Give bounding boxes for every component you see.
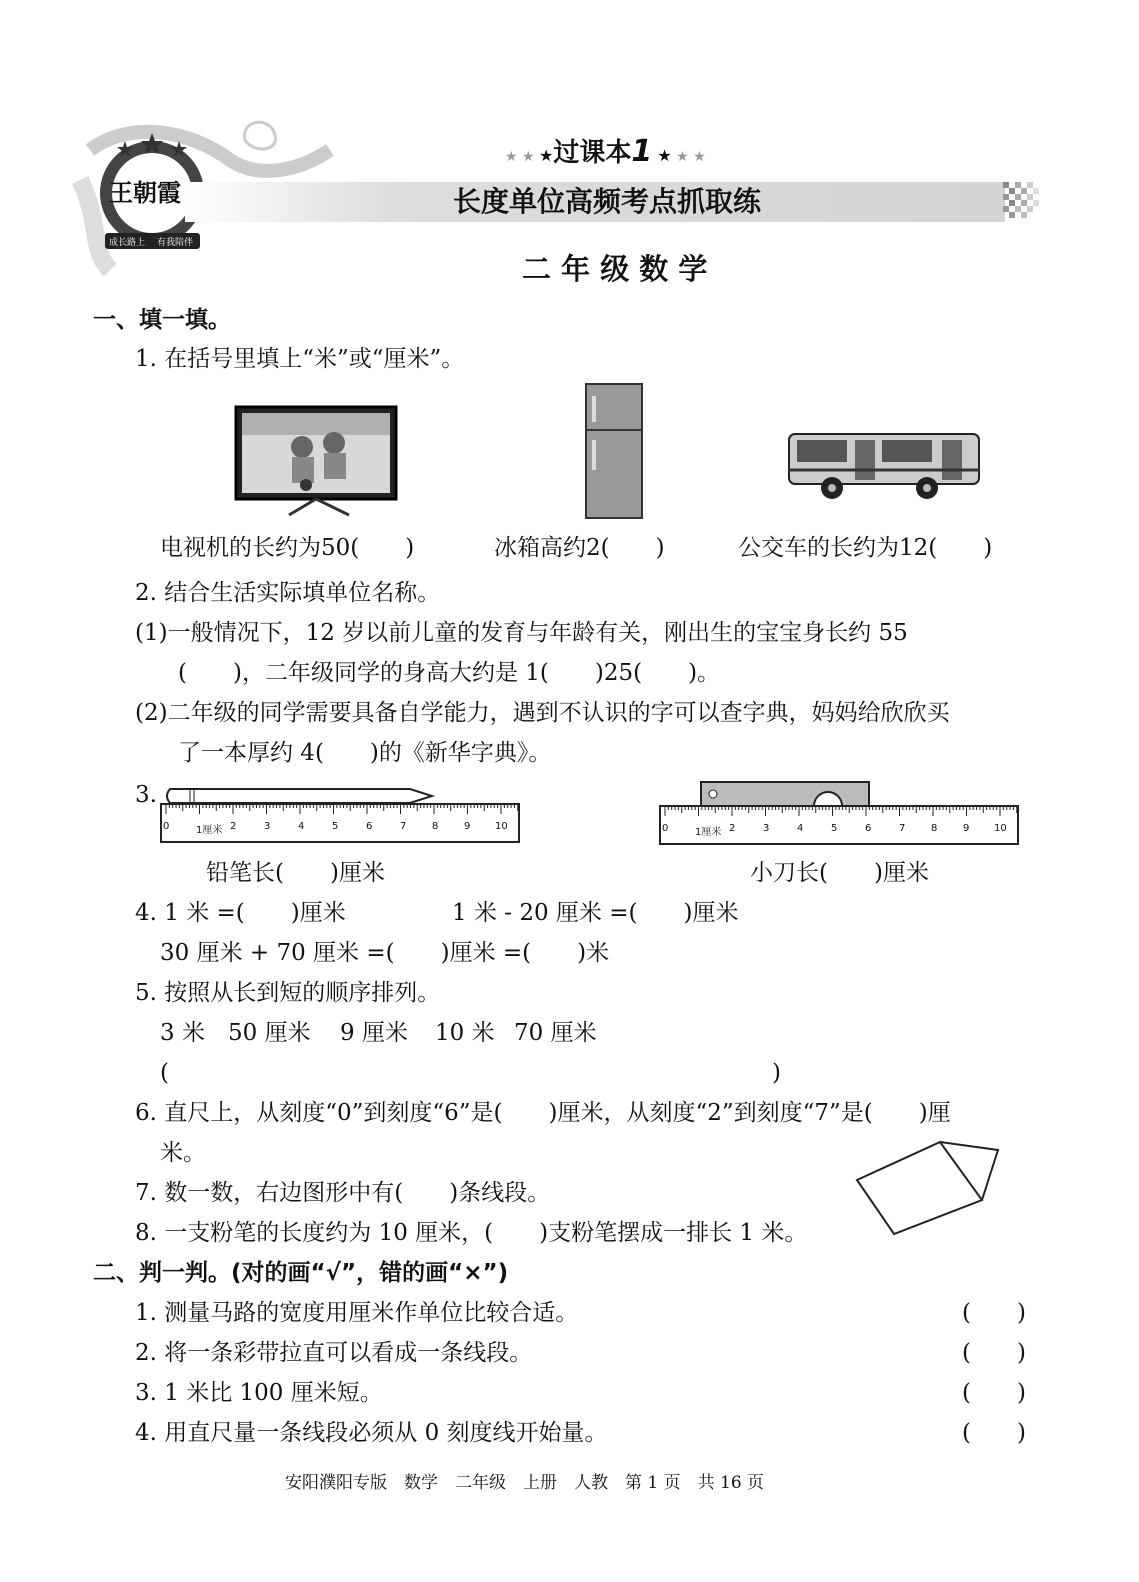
bus-image xyxy=(787,430,992,500)
series-title xyxy=(505,132,706,169)
q1-fridge-text: 冰箱高约2( ) xyxy=(494,535,665,561)
q5-item: 50 厘米 xyxy=(228,1020,311,1046)
logo-slogan-right: 有我陪伴 xyxy=(157,238,194,248)
q1-bus-text: 公交车的长约为12( ) xyxy=(738,535,993,561)
q4-line2: 30 厘米 + 70 厘米 =( )厘米 =( )米 xyxy=(160,940,610,966)
ruler-left-tick-9: 9 xyxy=(464,821,471,832)
judge-answer-blank[interactable]: ( ) xyxy=(962,1300,1026,1326)
q5-item: 10 米 xyxy=(435,1020,495,1046)
fridge-image xyxy=(584,382,646,520)
q2-p1-line1: (1)一般情况下，12 岁以前儿童的发育与年龄有关，刚出生的宝宝身长约 55 xyxy=(135,620,908,646)
q3-knife-label: 小刀长( )厘米 xyxy=(750,860,929,886)
section1-heading: 一、填一填。 xyxy=(93,307,231,333)
ruler-left-tick-3: 3 xyxy=(264,821,271,832)
judge-item: 3. 1 米比 100 厘米短。 xyxy=(135,1380,383,1406)
ruler-left-unit: 1厘米 xyxy=(196,825,223,836)
ruler-left-tick-4: 4 xyxy=(298,821,305,832)
ruler-left-tick-6: 6 xyxy=(366,821,373,832)
judge-answer-blank[interactable]: ( ) xyxy=(962,1340,1026,1366)
ruler-left-tick-8: 8 xyxy=(432,821,439,832)
judge-item: 2. 将一条彩带拉直可以看成一条线段。 xyxy=(135,1340,533,1366)
q2-prompt: 2. 结合生活实际填单位名称。 xyxy=(135,580,441,606)
ruler-right-tick-6: 6 xyxy=(865,823,872,834)
judge-answer-blank[interactable]: ( ) xyxy=(962,1420,1026,1446)
judge-answer-blank[interactable]: ( ) xyxy=(962,1380,1026,1406)
checker-pattern xyxy=(1003,182,1039,222)
ruler-left-tick-0: 0 xyxy=(163,821,170,832)
ruler-left-tick-7: 7 xyxy=(400,821,407,832)
q6-line1: 6. 直尺上，从刻度“0”到刻度“6”是( )厘米，从刻度“2”到刻度“7”是( )厘 xyxy=(135,1100,951,1126)
section2-heading: 二、判一判。(对的画“√”，错的画“×”) xyxy=(93,1260,509,1286)
q4-line1-a: 4. 1 米 =( )厘米 xyxy=(135,900,346,926)
ruler-right-tick-5: 5 xyxy=(831,823,838,834)
q6-line2: 米。 xyxy=(160,1140,206,1166)
tv-image xyxy=(234,405,400,520)
q5-item: 70 厘米 xyxy=(514,1020,597,1046)
q5-prompt: 5. 按照从长到短的顺序排列。 xyxy=(135,980,441,1006)
ruler-left-tick-5: 5 xyxy=(332,821,339,832)
logo-slogan-left: 成长路上 xyxy=(109,238,146,248)
ruler-left-tick-2: 2 xyxy=(230,821,237,832)
star-icon: ★ ★ xyxy=(505,149,540,165)
q7-text: 7. 数一数，右边图形中有( )条线段。 xyxy=(135,1180,551,1206)
ruler-right-tick-10: 10 xyxy=(994,823,1007,834)
ruler-right-tick-3: 3 xyxy=(763,823,770,834)
ruler-right-tick-2: 2 xyxy=(729,823,736,834)
knife-icon xyxy=(701,782,869,806)
page-footer: 安阳濮阳专版 数学 二年级 上册 人教 第 1 页 共 16 页 xyxy=(285,1473,765,1493)
q5-close-paren: ) xyxy=(772,1060,781,1086)
banner-title: 长度单位高频考点抓取练 xyxy=(453,185,762,218)
q8-text: 8. 一支粉笔的长度约为 10 厘米，( )支粉笔摆成一排长 1 米。 xyxy=(135,1220,808,1246)
series-number: 1 xyxy=(631,134,653,169)
logo-name: 王朝霞 xyxy=(109,179,181,207)
q2-p1-line2: ( )，二年级同学的身高大约是 1( )25( )。 xyxy=(178,660,721,686)
star-icon: ★ xyxy=(652,146,672,165)
ruler-right-tick-0: 0 xyxy=(662,823,669,834)
ruler-right-tick-8: 8 xyxy=(931,823,938,834)
page-subtitle: 二 年 级 数 学 xyxy=(522,252,708,286)
segments-figure xyxy=(852,1138,1002,1238)
ruler-right-unit: 1厘米 xyxy=(695,827,722,838)
q1-prompt: 1. 在括号里填上“米”或“厘米”。 xyxy=(135,346,465,372)
ruler-right-tick-4: 4 xyxy=(797,823,804,834)
pencil-icon xyxy=(167,789,432,803)
ruler-left-tick-10: 10 xyxy=(495,821,508,832)
q2-p2-line2: 了一本厚约 4( )的《新华字典》。 xyxy=(178,740,552,766)
ruler-right-tick-7: 7 xyxy=(899,823,906,834)
series-label: 过课本 xyxy=(553,138,632,168)
q4-line1-b: 1 米 - 20 厘米 =( )厘米 xyxy=(452,900,739,926)
judge-item: 1. 测量马路的宽度用厘米作单位比较合适。 xyxy=(135,1300,579,1326)
judge-item: 4. 用直尺量一条线段必须从 0 刻度线开始量。 xyxy=(135,1420,608,1446)
q5-item: 9 厘米 xyxy=(340,1020,408,1046)
q1-tv-text: 电视机的长约为50( ) xyxy=(160,535,415,561)
star-icon: ★ ★ xyxy=(671,149,706,165)
star-icon: ★ xyxy=(539,146,554,165)
q5-item: 3 米 xyxy=(160,1020,205,1046)
q2-p2-line1: (2)二年级的同学需要具备自学能力，遇到不认识的字可以查字典，妈妈给欣欣买 xyxy=(135,700,950,726)
q3-pencil-label: 铅笔长( )厘米 xyxy=(206,860,385,886)
q3-number: 3. xyxy=(135,782,157,808)
ruler-right-tick-9: 9 xyxy=(963,823,970,834)
q5-open-paren: ( xyxy=(160,1060,169,1086)
